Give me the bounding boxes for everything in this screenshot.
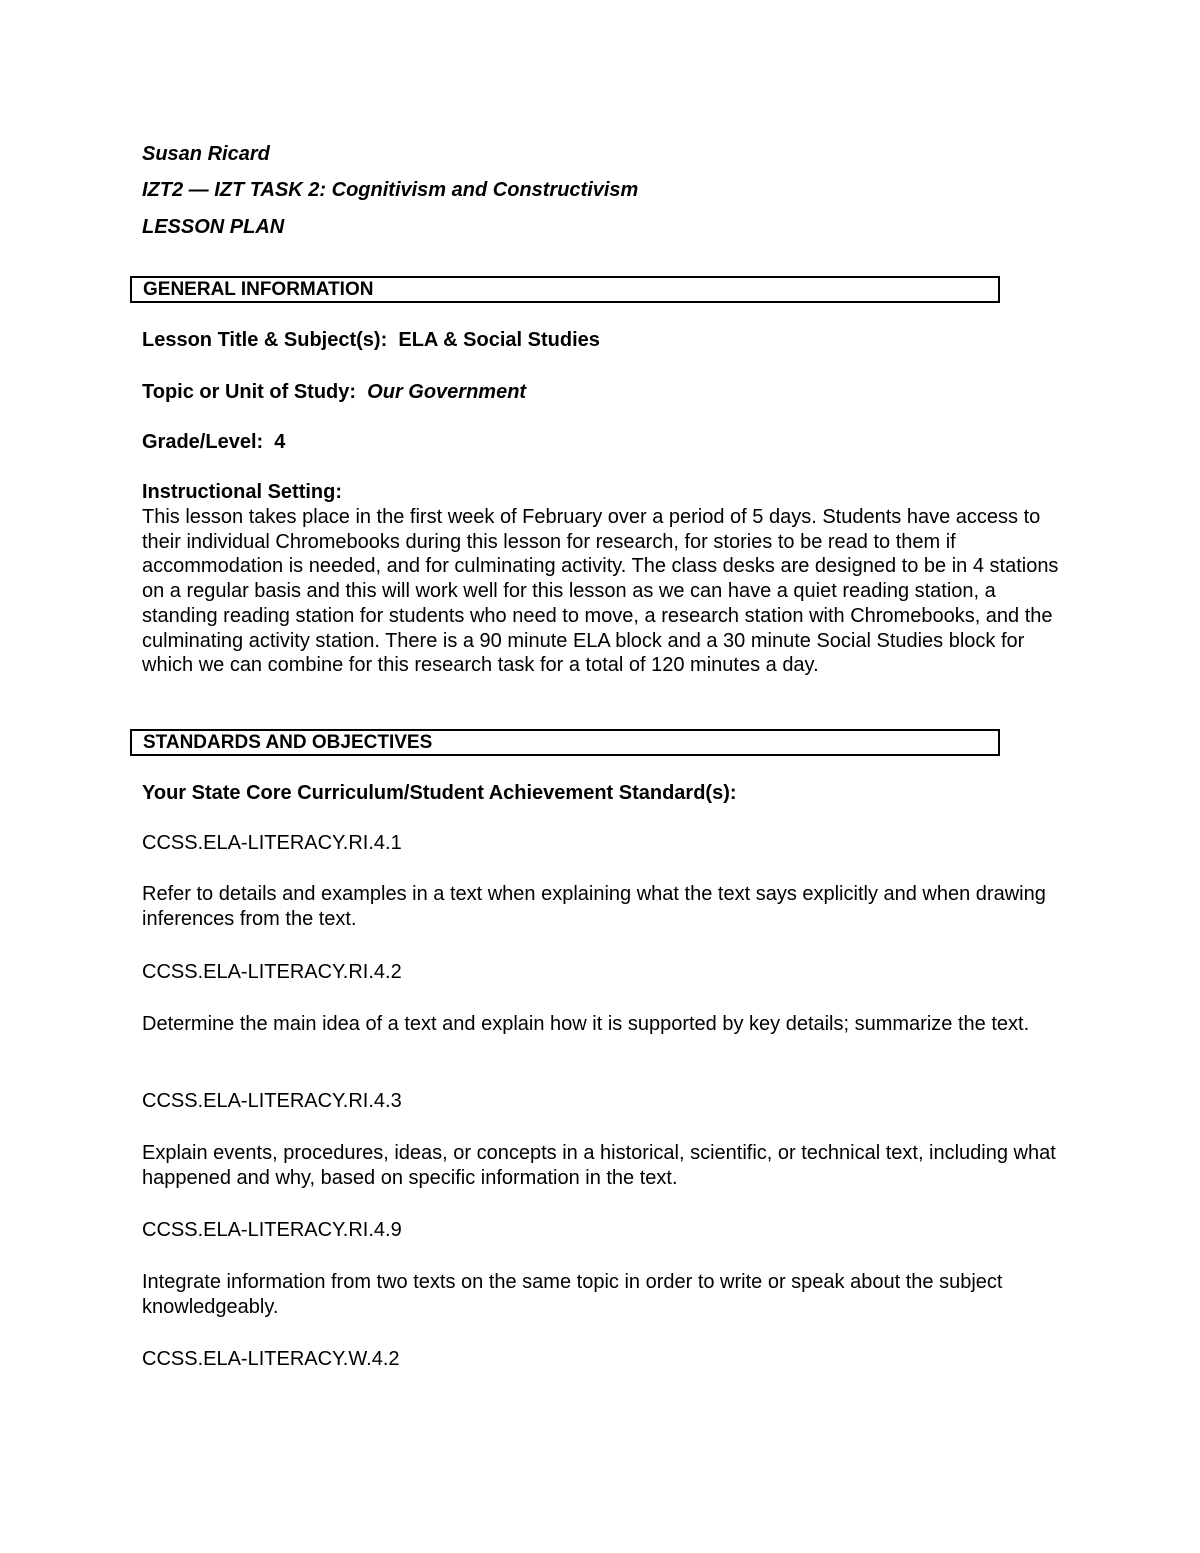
- course-title: IZT2 — IZT TASK 2: Cognitivism and Constructivism: [142, 179, 639, 201]
- standard-code: CCSS.ELA-LITERACY.RI.4.9: [142, 1219, 402, 1241]
- standard-description: Refer to details and examples in a text when explaining what the text says explicitly and when drawing inferences from the text.: [142, 883, 1046, 930]
- lesson-title-label: Lesson Title & Subject(s):: [142, 329, 388, 351]
- standard-description: Determine the main idea of a text and explain how it is supported by key details; summarize the text.: [142, 1013, 1030, 1035]
- setting-label: Instructional Setting:: [142, 481, 342, 503]
- standard-description: Integrate information from two texts on the same topic in order to write or speak about the subject knowledgeably.: [142, 1271, 1003, 1318]
- standards-label: Your State Core Curriculum/Student Achievement Standard(s):: [142, 782, 737, 804]
- grade-field: [142, 430, 285, 454]
- author-name: Susan Ricard: [142, 143, 270, 165]
- lesson-title-field: [142, 328, 600, 352]
- grade-label: Grade/Level:: [142, 431, 264, 453]
- standards-heading: STANDARDS AND OBJECTIVES: [143, 732, 433, 753]
- standards-field: [142, 781, 737, 805]
- lesson-title-value: ELA & Social Studies: [398, 329, 600, 351]
- standard-description: Explain events, procedures, ideas, or concepts in a historical, scientific, or technical text, including what happened and why, based on specific information in the text.: [142, 1142, 1056, 1189]
- general-information-heading: GENERAL INFORMATION: [143, 279, 374, 300]
- standard-code: CCSS.ELA-LITERACY.RI.4.3: [142, 1090, 402, 1112]
- standards-heading-box: [130, 729, 1000, 756]
- topic-label: Topic or Unit of Study:: [142, 381, 357, 403]
- standard-code: CCSS.ELA-LITERACY.RI.4.1: [142, 832, 402, 854]
- setting-paragraph: This lesson takes place in the first week of February over a period of 5 days. Students have access to their individual Chromebooks during this lesson for research, for stories to be read to them if accommodation is needed, and for culminating activity. The class desks are designed to be in 4 stations on a regular basis and this will work well for this lesson as we can have a quiet reading station, a standing reading station for students who need to move, a research station with Chromebooks, and the culminating activity station. There is a 90 minute ELA block and a 30 minute Social Studies block for which we can combine for this research task for a total of 120 minutes a day.: [142, 506, 1059, 677]
- document-type: LESSON PLAN: [142, 216, 285, 238]
- standard-code: CCSS.ELA-LITERACY.W.4.2: [142, 1348, 400, 1370]
- grade-value: 4: [274, 431, 286, 453]
- setting-field: [142, 480, 342, 504]
- topic-value: Our Government: [367, 381, 527, 403]
- general-information-heading-box: [130, 276, 1000, 303]
- topic-field: [142, 380, 526, 404]
- standard-code: CCSS.ELA-LITERACY.RI.4.2: [142, 961, 402, 983]
